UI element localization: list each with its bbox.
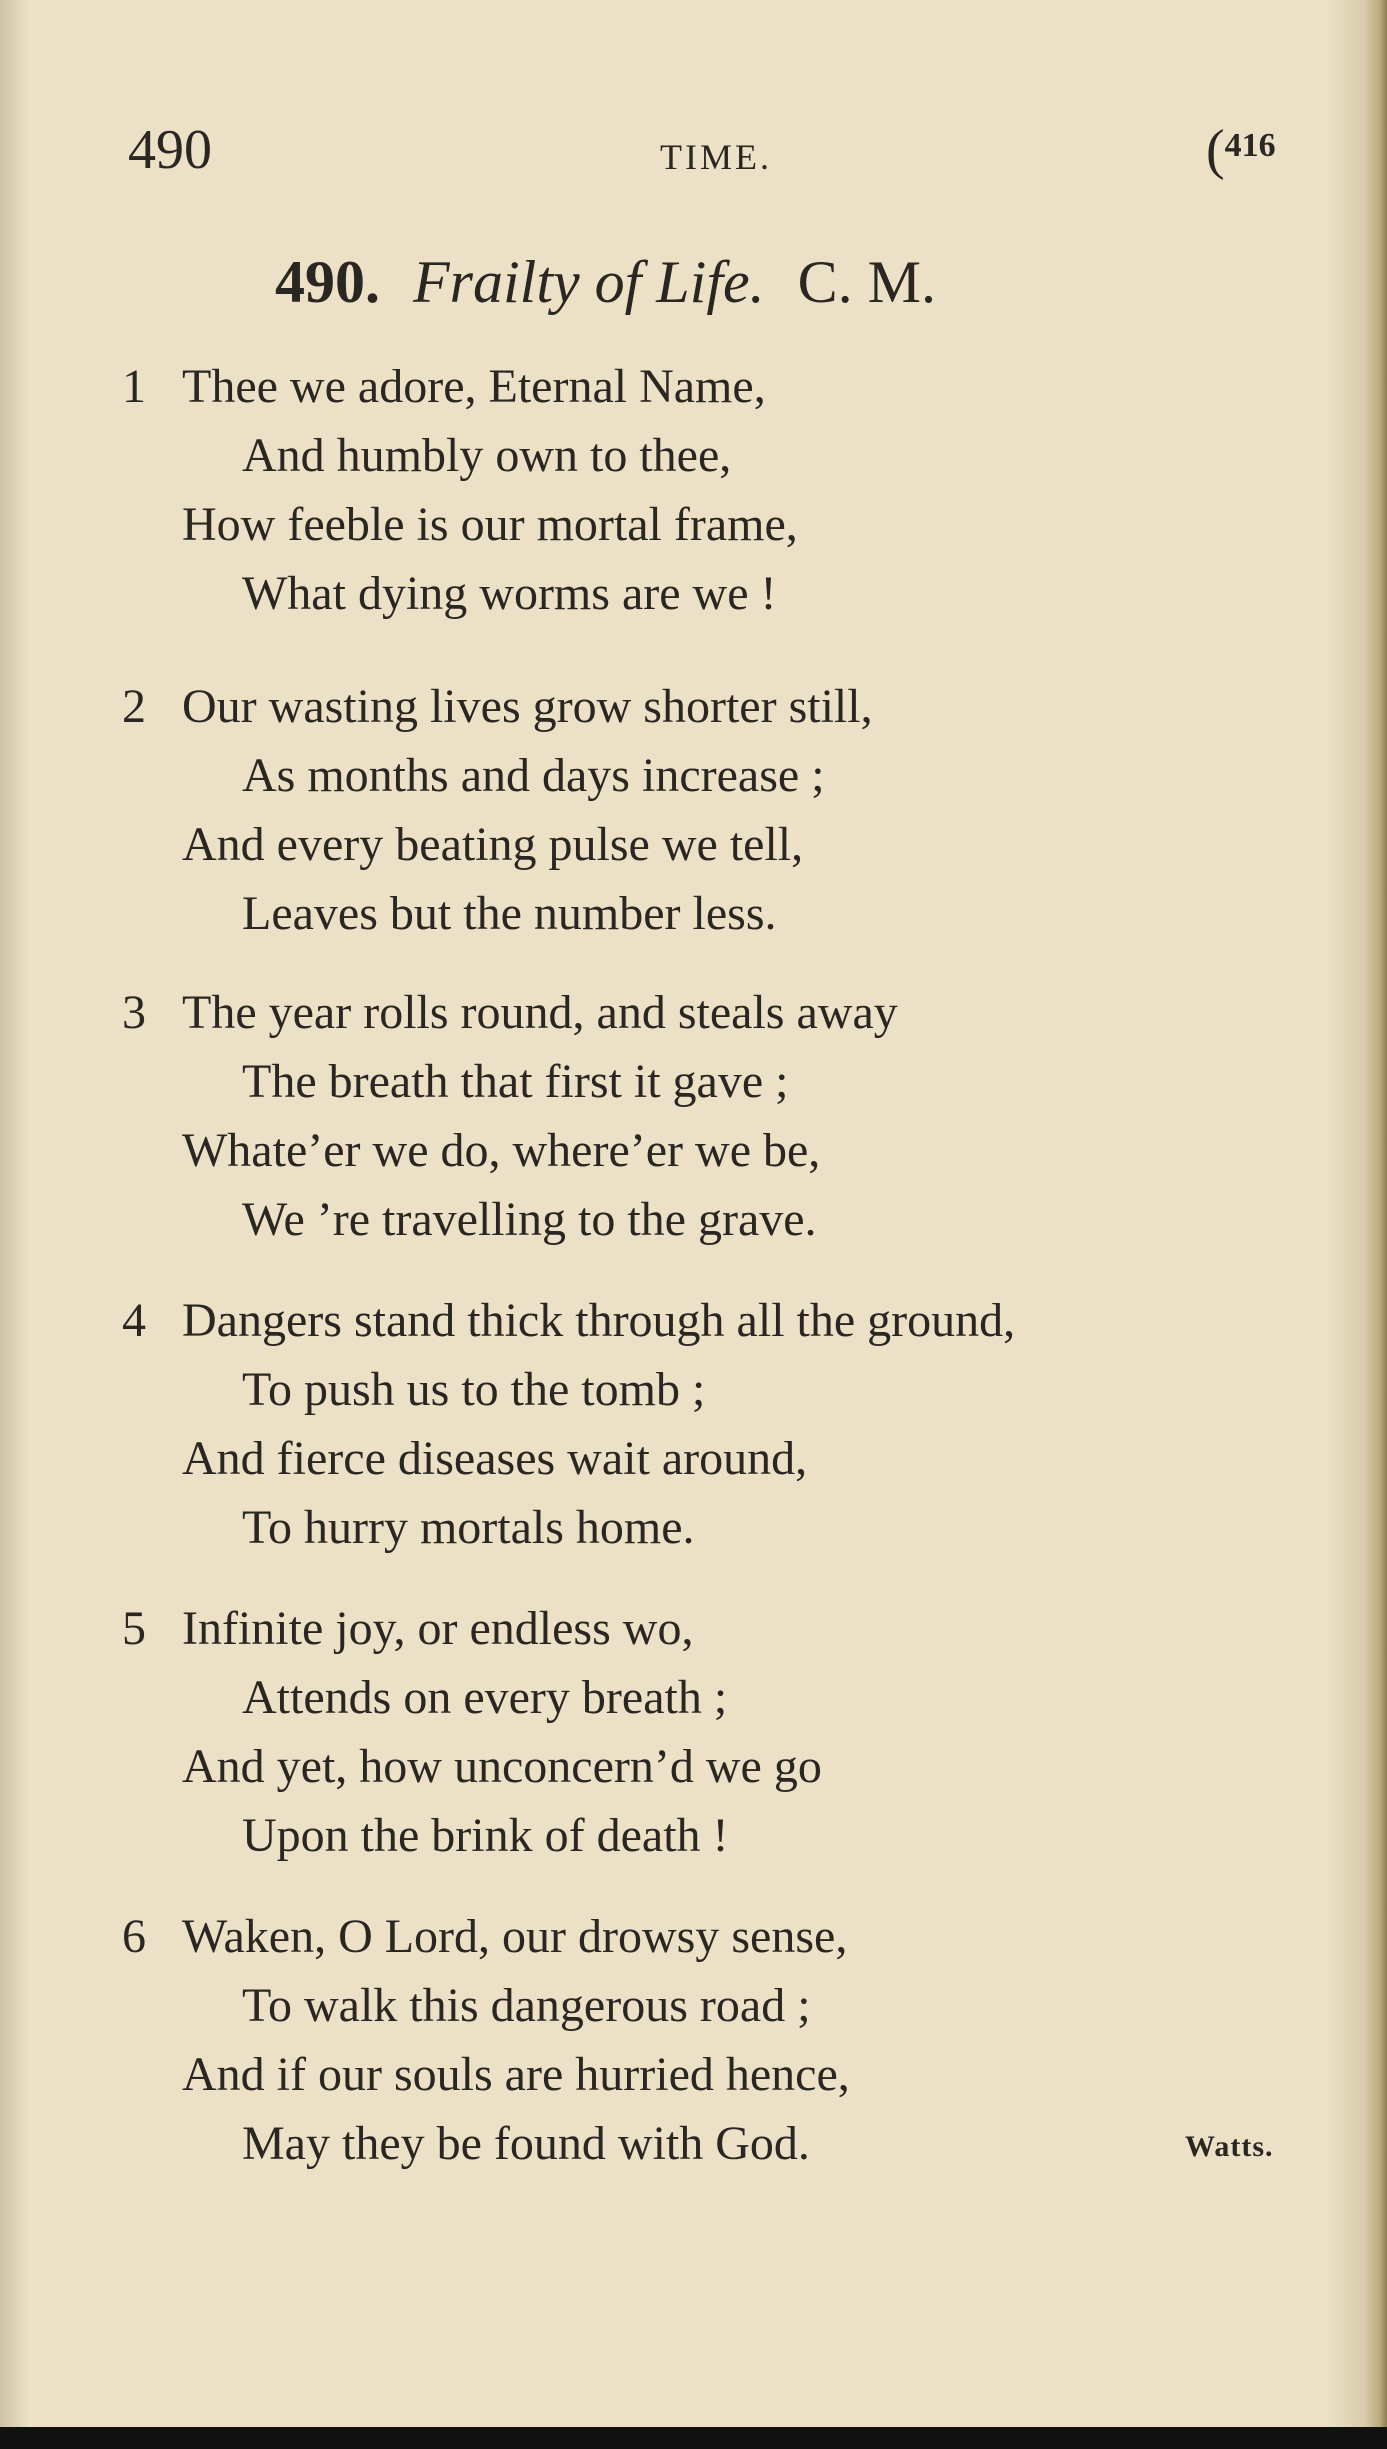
line-text: Infinite joy, or endless wo, (182, 1602, 694, 1655)
verse-line (0, 1493, 1340, 1562)
page-ref-number: 416 (1224, 127, 1276, 164)
verse-line (0, 1116, 1340, 1185)
line-text: To hurry mortals home. (242, 1501, 695, 1554)
line-text: Leaves but the number less. (242, 887, 777, 940)
line-text: And fierce diseases wait around, (182, 1432, 808, 1485)
hymn-author: Watts. (1185, 2130, 1274, 2163)
line-text: We ’re travelling to the grave. (242, 1193, 817, 1246)
line-text: What dying worms are we ! (242, 567, 777, 620)
line-text: And every beating pulse we tell, (182, 818, 804, 871)
scan-border (0, 2427, 1387, 2449)
verse-line (0, 672, 1340, 741)
stanza-4 (0, 1286, 1340, 1562)
line-text: As months and days increase ; (242, 749, 825, 802)
verse-line (0, 352, 1340, 421)
verse-line (0, 1047, 1340, 1116)
verse-line (0, 1801, 1340, 1870)
verse-line (0, 741, 1340, 810)
hymn-number: 490. (275, 249, 380, 315)
line-text: To push us to the tomb ; (242, 1363, 706, 1416)
verse-line (0, 490, 1340, 559)
verse-line (0, 1185, 1340, 1254)
line-text: Thee we adore, Eternal Name, (182, 360, 766, 413)
line-text: And humbly own to thee, (242, 429, 732, 482)
verse-line (0, 1663, 1340, 1732)
line-text: Whate’er we do, where’er we be, (182, 1124, 821, 1177)
line-text: The breath that first it gave ; (242, 1055, 789, 1108)
line-text: How feeble is our mortal frame, (182, 498, 798, 551)
verse-line (0, 1286, 1340, 1355)
verse-line (0, 879, 1340, 948)
running-head: TIME. (660, 137, 772, 177)
verse-line (0, 1902, 1340, 1971)
page-number: 490 (128, 119, 212, 181)
hymn-title (275, 248, 936, 317)
stanza-number: 4 (122, 1294, 146, 1347)
stanza-1 (0, 352, 1340, 628)
stanza-6 (0, 1902, 1340, 2178)
page-header (0, 118, 1387, 181)
stanza-number: 6 (122, 1910, 146, 1963)
line-text: Attends on every breath ; (242, 1671, 728, 1724)
hymn-subject: Frailty of Life. (413, 249, 765, 315)
line-text: The year rolls round, and steals away (182, 986, 898, 1039)
verse-line (0, 421, 1340, 490)
hymn-meter: C. M. (797, 249, 937, 315)
verse-line (0, 810, 1340, 879)
verse-line (0, 1355, 1340, 1424)
stanza-5 (0, 1594, 1340, 1870)
verse-line (0, 1732, 1340, 1801)
verse-line (0, 978, 1340, 1047)
page-reference (1206, 118, 1276, 182)
line-text: Dangers stand thick through all the ground, (182, 1294, 1016, 1347)
stanza-number: 3 (122, 986, 146, 1039)
verse-line (0, 2109, 1340, 2178)
verse-line (0, 559, 1340, 628)
verse-line (0, 1971, 1340, 2040)
stanza-number: 1 (122, 360, 146, 413)
verse-line (0, 2040, 1340, 2109)
line-text: May they be found with God. (242, 2117, 810, 2170)
verse-line (0, 1424, 1340, 1493)
stanza-number: 2 (122, 680, 146, 733)
line-text: And if our souls are hurried hence, (182, 2048, 850, 2101)
line-text: And yet, how unconcern’d we go (182, 1740, 822, 1793)
line-text: Our wasting lives grow shorter still, (182, 680, 873, 733)
page-ref-bracket: ( (1206, 119, 1225, 181)
stanza-number: 5 (122, 1602, 146, 1655)
page-edge (1365, 0, 1387, 2449)
stanza-3 (0, 978, 1340, 1254)
verse-line (0, 1594, 1340, 1663)
stanza-2 (0, 672, 1340, 948)
line-text: Upon the brink of death ! (242, 1809, 729, 1862)
line-text: Waken, O Lord, our drowsy sense, (182, 1910, 848, 1963)
line-text: To walk this dangerous road ; (242, 1979, 811, 2032)
